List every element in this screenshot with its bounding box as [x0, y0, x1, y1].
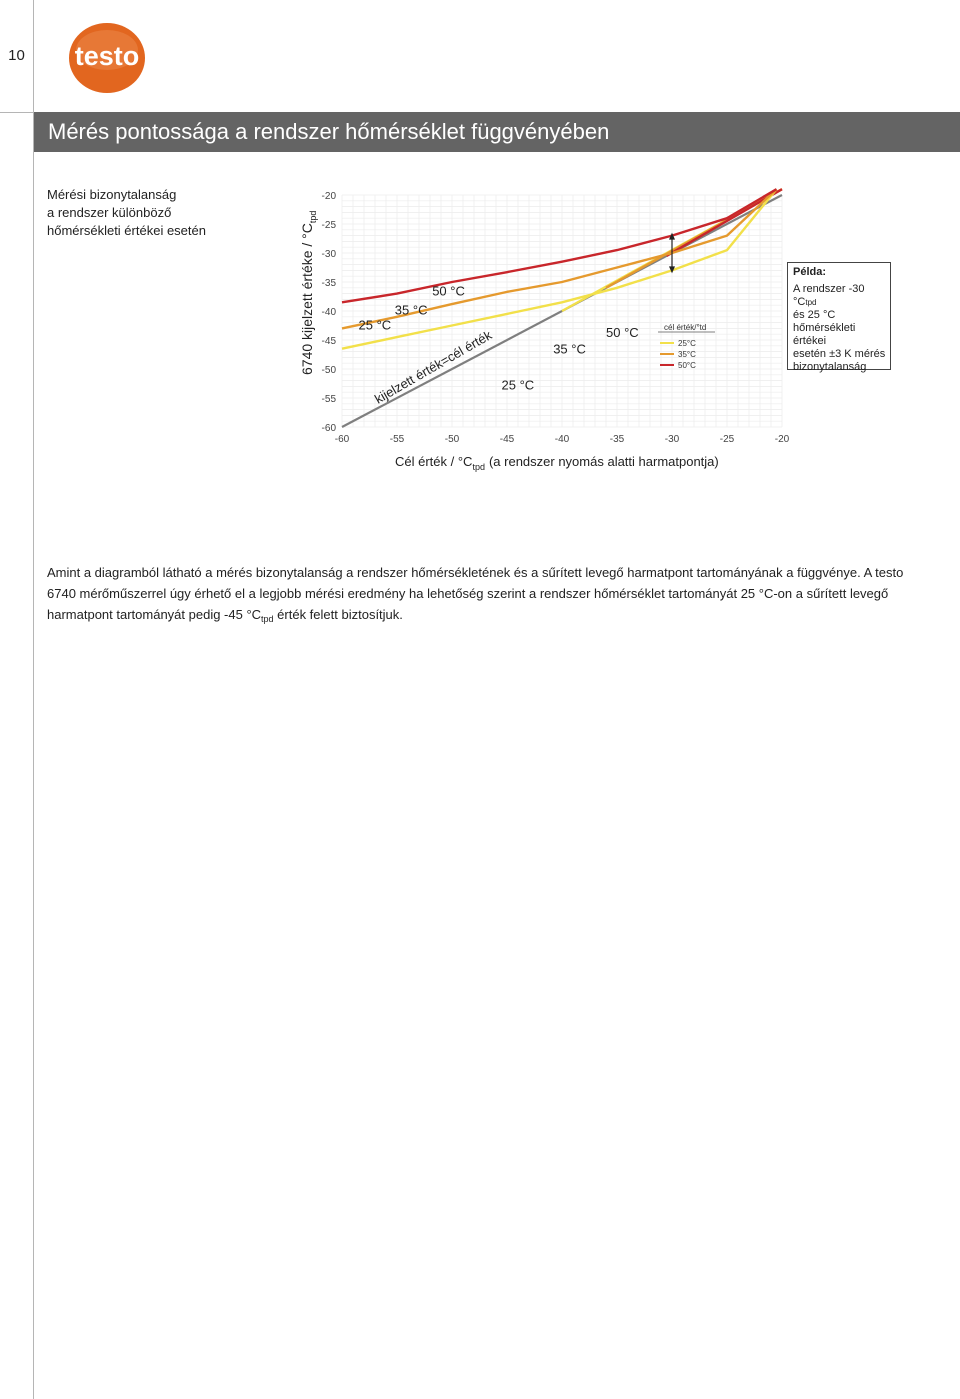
example-line-3: hőmérsékleti értékei [793, 322, 856, 347]
y-tick-label: -20 [321, 191, 336, 202]
x-tick-label: -60 [334, 434, 350, 445]
curve-label: 50 °C [432, 283, 465, 299]
curve-label: 25 °C [358, 317, 392, 333]
reference-line-label: kijelzett érték=cél érték [372, 327, 495, 407]
chart-caption [47, 186, 247, 240]
x-tick-label: -40 [554, 434, 570, 445]
y-tick-label: -60 [321, 423, 336, 434]
page-number-box [0, 0, 34, 113]
x-tick-label: -20 [774, 434, 790, 445]
curve-label: 50 °C [606, 325, 639, 341]
x-tick-label: -45 [499, 434, 515, 445]
y-tick-label: -45 [321, 336, 336, 347]
x-tick-label: -25 [719, 434, 735, 445]
example-line-1: A rendszer -30 °Ctpd [793, 283, 865, 308]
curve-label: 25 °C [501, 377, 535, 393]
x-tick-label: -50 [444, 434, 460, 445]
x-axis-label: Cél érték / $^\circ C_{tpd}$ (a rendszer nyomás alatti harmatpontja) [395, 454, 719, 472]
series-line [342, 189, 777, 302]
example-title: Példa: [793, 266, 827, 278]
legend-item-25: 25°C [678, 339, 696, 348]
x-tick-label: -55 [389, 434, 405, 445]
caption-line-2: a rendszer különböző [47, 205, 172, 220]
series-line [342, 189, 777, 349]
example-line-4: esetén ±3 K mérés [793, 348, 886, 360]
title-bar [34, 112, 960, 152]
body-paragraph: Amint a diagramból látható a mérés bizonytalanság a rendszer hőmérsékletének és a sűrített levegő harmatpont tartományának a függvénye. A testo 6740 mérőműszerrel úgy érhető el a legjobb mérési eredmény ha lehetőség szerint a rendszer hőmérséklet tartományát 25 °C-on a sűrített levegő harmatpont tartományát pedig -45 $^\circ C_{tpd}$ érték felett biztosítjuk. [47, 565, 904, 624]
y-tick-label: -30 [321, 249, 336, 260]
x-tick-label: -35 [609, 434, 625, 445]
page-number: 10 [8, 47, 25, 64]
testo-logo [66, 20, 148, 96]
example-box [787, 262, 891, 373]
curve-label: 35 °C [553, 341, 586, 357]
legend-item-50: 50°C [678, 361, 696, 370]
logo-wordmark: testo [74, 41, 140, 71]
legend-item-35: 35°C [678, 350, 696, 359]
page-title: Mérés pontossága a rendszer hőmérséklet függvényében [48, 119, 610, 144]
example-line-2: és 25 °C [793, 309, 836, 321]
example-line-5: bizonytalanság [793, 361, 867, 373]
y-tick-label: -50 [321, 365, 336, 376]
legend-title: cél érték/°td [664, 323, 707, 332]
y-tick-label: -35 [321, 278, 336, 289]
x-tick-label: -30 [664, 434, 680, 445]
y-axis-label: 6740 kijelzett értéke / $^\circ C_{tpd}$ [299, 210, 318, 375]
caption-line-3: hőmérsékleti értékei esetén [47, 223, 206, 238]
caption-line-1: Mérési bizonytalanság [47, 187, 177, 202]
y-tick-label: -25 [321, 220, 336, 231]
y-tick-label: -55 [321, 394, 336, 405]
curve-label: 35 °C [394, 302, 428, 318]
y-tick-label: -40 [321, 307, 336, 318]
left-margin-rule [33, 112, 34, 1399]
